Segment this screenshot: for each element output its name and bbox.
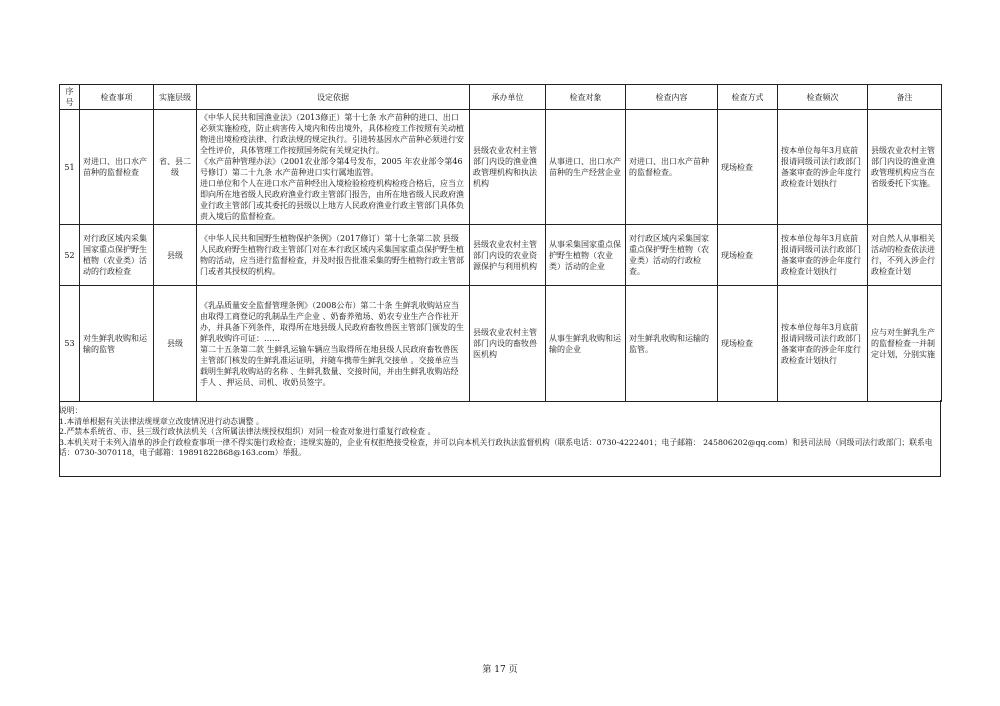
- row-method: 现场检查: [718, 225, 778, 286]
- row-level: 县级: [154, 286, 197, 402]
- row-level: 县级: [154, 225, 197, 286]
- row-remark: 县级农业农村主管部门内设的渔业渔政管理机构应当在省级委托下实施。: [868, 110, 942, 225]
- row-content: 对生鲜乳收购和运输的监管。: [626, 286, 718, 402]
- row-freq: 按本单位每年3月底前报请同级司法行政部门备案审查的涉企年度行政检查计划执行: [778, 110, 868, 225]
- header-object: 检查对象: [546, 85, 626, 110]
- notes-line: 1.本清单根据有关法律法规规章立改废情况进行动态调整 。: [59, 416, 264, 426]
- row-no: 53: [60, 286, 80, 402]
- row-freq: 按本单位每年3月底前报请同级司法行政部门备案审查的涉企年度行政检查计划执行: [778, 225, 868, 286]
- row-item: 对进口、出口水产苗种的监督检查: [80, 110, 154, 225]
- row-item: 对生鲜乳收购和运输的监管: [80, 286, 154, 402]
- basis-paragraph: 《中华人民共和国野生植物保护条例》（2017修订）第十七条第二款 县级人民政府野生植物行政主管部门对在本行政区域内采集国家重点保护野生植物的活动，应当进行监督检查，并及时报告批准采集的野生植物行政主管部门或者其授权的机构。: [200, 234, 464, 276]
- header-remark: 备注: [868, 85, 942, 110]
- table-row: [60, 286, 942, 402]
- row-object: 从事采集国家重点保护野生植物（农业类）活动的企业: [546, 225, 626, 286]
- row-method: 现场检查: [718, 286, 778, 402]
- row-object: 从事进口、出口水产苗种的生产经营企业: [546, 110, 626, 225]
- row-remark: 应与对生鲜乳生产的监督检查一并制定计划，分别实施: [868, 286, 942, 402]
- row-unit: 县级农业农村主管部门内设的渔业渔政管理机构和执法机构: [470, 110, 546, 225]
- row-method: 现场检查: [718, 110, 778, 225]
- basis-paragraph: 《水产苗种管理办法》（2001农业部令第4号发布，2005 年农业部令第46号修订）第二十九条 水产苗种进口实行属地监管。: [200, 157, 463, 177]
- row-no: 51: [60, 110, 80, 225]
- basis-paragraph: 第二十五条第二款 生鲜乳运输车辆应当取得所在地县级人民政府畜牧兽医主管部门核发的生鲜乳准运证明，并随车携带生鲜乳交接单 。交接单应当载明生鲜乳收购站的名称 、生鲜乳数量、交接时间，并由生鲜乳收购站经手人 、押运员、司机、收奶员签字。: [200, 344, 459, 387]
- header-basis: 设定依据: [197, 85, 470, 110]
- row-basis: [197, 110, 470, 225]
- row-content: 对行政区域内采集国家重点保护野生植物（农业类）活动的行政检查。: [626, 225, 718, 286]
- notes-line: 2.严禁本系统省、市、县三级行政执法机关（含所属法律法规授权组织）对同一检查对象进行重复行政检查 。: [59, 427, 436, 436]
- header-content: 检查内容: [626, 85, 718, 110]
- notes-title: 说明：: [59, 406, 83, 415]
- notes-section: [59, 406, 941, 459]
- basis-paragraph: 《中华人民共和国渔业法》（2013修正）第十七条 水产苗种的进口、出口必须实施检疫，防止病害传入境内和传出境外，具体检疫工作按照有关动植物进出境检疫法律、行政法规的规定执行。引进转基因水产苗种必须进行安全性评价，具体管理工作按照国务院有关规定执行。: [200, 113, 464, 155]
- row-content: 对进口、出口水产苗种的监督检查。: [626, 110, 718, 225]
- header-freq: 检查频次: [778, 85, 868, 110]
- header-method: 检查方式: [718, 85, 778, 110]
- basis-paragraph: 《乳品质量安全监督管理条例》（2008公布）第二十条 生鲜乳收购站应当由取得工商登记的乳制品生产企业 、奶畜养殖场、奶农专业生产合作社开办，并具备下列条件，取得所在地县级人民政府畜牧兽医主管部门颁发的生鲜乳收购许可证：……: [200, 300, 464, 343]
- basis-paragraph: 进口单位和个人在进口水产苗种经出入境检验检疫机构检疫合格后，应当立即向所在地省级人民政府渔业行政主管部门报告，由所在地省级人民政府渔业行政主管部门或其委托的县级以上地方人民政府渔业行政主管部门具体负责入境后的监督检查。: [200, 179, 464, 221]
- row-unit: 县级农业农村主管部门内设的农业资源保护与利用机构: [470, 225, 546, 286]
- header-unit: 承办单位: [470, 85, 546, 110]
- row-unit: 县级农业农村主管部门内设的畜牧兽医机构: [470, 286, 546, 402]
- table-row: [60, 225, 942, 286]
- inspection-table: [59, 84, 942, 402]
- row-object: 从事生鲜乳收购和运输的企业: [546, 286, 626, 402]
- page-number: 第 17 页: [482, 665, 518, 675]
- header-no: 序号: [60, 85, 80, 110]
- row-freq: 按本单位每年3月底前报请同级司法行政部门备案审查的涉企年度行政检查计划执行: [778, 286, 868, 402]
- row-basis: [197, 286, 470, 402]
- table-row: [60, 110, 942, 225]
- header-item: 检查事项: [80, 85, 154, 110]
- table-header-row: [60, 85, 942, 110]
- row-item: 对行政区域内采集国家重点保护野生植物（农业类）活动的行政检查: [80, 225, 154, 286]
- notes-line: 3.本机关对于未列入清单的涉企行政检查事项一律不得实施行政检查；违规实施的，企业有权拒绝接受检查，并可以向本机关行政执法监督机构（联系电话：0730-4222401；电子邮箱： 245806202@qq.com）和县司法局（同级司法行政部门；联系电话：0730-3070118，电子邮箱：19891822868@163.com）举报。: [59, 437, 933, 457]
- row-basis: [197, 225, 470, 286]
- row-no: 52: [60, 225, 80, 286]
- row-remark: 对自然人从事相关活动的检查依法进行，不列入涉企行政检查计划: [868, 225, 942, 286]
- row-level: 省、县二级: [154, 110, 197, 225]
- header-level: 实施层级: [154, 85, 197, 110]
